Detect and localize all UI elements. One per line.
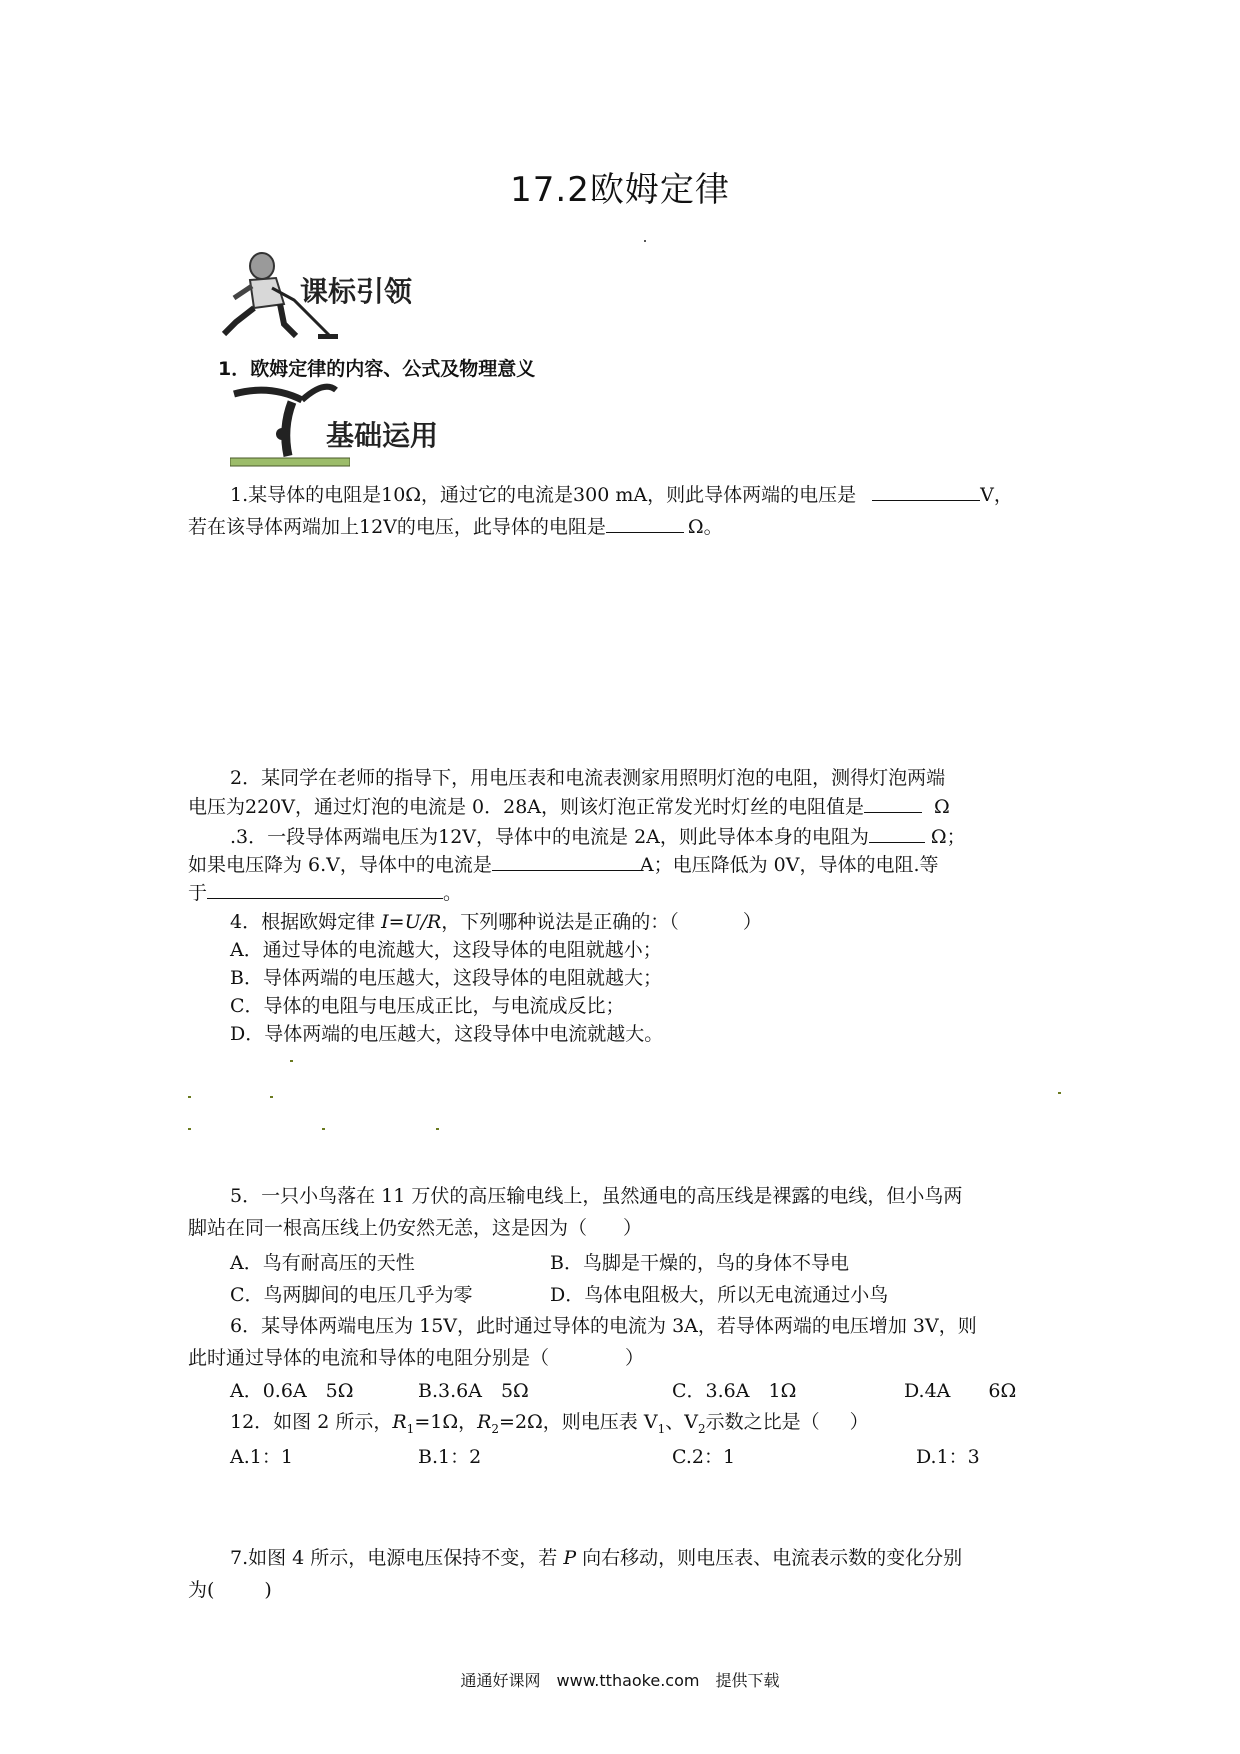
question-1-line-1 bbox=[230, 480, 1013, 509]
scan-speck bbox=[188, 1128, 191, 1130]
unit-label: Ω； bbox=[930, 826, 966, 848]
subscript: 2 bbox=[697, 1421, 706, 1436]
question-5-line-2 bbox=[188, 1214, 642, 1242]
question-5-option-b: B．鸟脚是干燥的，鸟的身体不导电 bbox=[550, 1252, 849, 1274]
ohm-formula: I=U/R bbox=[381, 911, 442, 933]
scan-speck bbox=[290, 1060, 293, 1062]
scan-speck bbox=[322, 1128, 325, 1130]
question-7-text: 为( bbox=[188, 1579, 215, 1601]
answer-blank bbox=[492, 850, 640, 871]
question-4-option-b: B．导体两端的电压越大，这段导体的电阻就越大； bbox=[230, 967, 662, 989]
unit-label: Ω。 bbox=[687, 516, 723, 538]
question-4-stem bbox=[230, 908, 762, 936]
question-12-text: =2Ω，则电压表 V bbox=[499, 1411, 658, 1433]
question-12-text: 示数之比是（ bbox=[705, 1411, 820, 1433]
resistor-r2-symbol: R bbox=[477, 1411, 492, 1433]
section-title-kebiao: 课标引领 bbox=[300, 275, 413, 308]
question-6-text: 此时通过导体的电流和导体的电阻分别是（ bbox=[188, 1347, 550, 1369]
answer-blank bbox=[872, 480, 980, 501]
question-3-line-1 bbox=[230, 822, 966, 851]
question-1-text: 1.某导体的电阻是10Ω，通过它的电流是300 mA，则此导体两端的电压是 bbox=[230, 484, 857, 506]
section-title-jichu: 基础运用 bbox=[326, 419, 439, 452]
question-6-option-b: B.3.6A 5Ω bbox=[418, 1380, 529, 1402]
question-1-line-2 bbox=[188, 512, 723, 541]
question-12-option-d: D.1：3 bbox=[916, 1446, 980, 1468]
question-2-text: 电压为220V，通过灯泡的电流是 0．28A，则该灯泡正常发光时灯丝的电阻值是 bbox=[188, 796, 865, 818]
question-6-line-1: 6．某导体两端电压为 15V，此时通过导体的电流为 3A，若导体两端的电压增加 3V，则 bbox=[230, 1315, 977, 1337]
question-2-line-1: 2．某同学在老师的指导下，用电压表和电流表测家用照明灯泡的电阻，测得灯泡两端 bbox=[230, 767, 946, 789]
question-12-option-c: C.2：1 bbox=[672, 1446, 736, 1468]
scan-speck bbox=[188, 1096, 191, 1098]
question-6-option-a: A．0.6A 5Ω bbox=[230, 1380, 354, 1402]
question-1-text: 若在该导体两端加上12V的电压，此导体的电阻是 bbox=[188, 516, 606, 538]
question-6-line-2 bbox=[188, 1344, 644, 1372]
question-4-text: ） bbox=[742, 911, 762, 933]
question-7-text: 向右移动，则电压表、电流表示数的变化分别 bbox=[576, 1547, 963, 1569]
question-3-text: .3．一段导体两端电压为12V，导体中的电流是 2A，则此导体本身的电阻为 bbox=[230, 826, 869, 848]
question-5-text: ） bbox=[623, 1217, 643, 1239]
slider-p-symbol: P bbox=[563, 1547, 577, 1569]
page-title: 17.2欧姆定律 bbox=[510, 170, 730, 210]
question-12-text: =1Ω， bbox=[414, 1411, 478, 1433]
question-6-option-c: C．3.6A 1Ω bbox=[672, 1380, 797, 1402]
question-3-line-3 bbox=[188, 878, 462, 907]
scan-speck bbox=[270, 1096, 273, 1098]
question-12-text: ） bbox=[849, 1411, 869, 1433]
question-5-text: 脚站在同一根高压线上仍安然无恙，这是因为（ bbox=[188, 1217, 588, 1239]
question-7-text: ) bbox=[264, 1579, 272, 1601]
subscript: 1 bbox=[406, 1421, 415, 1436]
question-5-option-c: C．鸟两脚间的电压几乎为零 bbox=[230, 1284, 473, 1306]
question-4-option-a: A．通过导体的电流越大，这段导体的电阻就越小； bbox=[230, 939, 662, 961]
scan-speck bbox=[436, 1128, 439, 1130]
question-3-text: A；电压降低为 0V，导体的电阻.等 bbox=[639, 854, 939, 876]
question-5-option-d: D．鸟体电阻极大，所以无电流通过小鸟 bbox=[550, 1284, 889, 1306]
scan-speck bbox=[1058, 1092, 1061, 1094]
question-4-text: ，下列哪种说法是正确的：（ bbox=[441, 911, 679, 933]
topic-item-1: 1．欧姆定律的内容、公式及物理意义 bbox=[218, 358, 536, 380]
question-6-option-d: D.4A 6Ω bbox=[904, 1380, 1017, 1402]
answer-blank bbox=[869, 822, 925, 843]
unit-label: Ω bbox=[934, 796, 950, 818]
dot-mark bbox=[644, 240, 646, 242]
question-5-option-a: A．鸟有耐高压的天性 bbox=[230, 1252, 415, 1274]
question-12-text: 、V bbox=[665, 1411, 698, 1433]
question-6-text: ） bbox=[625, 1347, 645, 1369]
question-3-text: 如果电压降为 6.V，导体中的电流是 bbox=[188, 854, 492, 876]
question-12-option-b: B.1：2 bbox=[418, 1446, 482, 1468]
question-4-option-d: D．导体两端的电压越大，这段导体中电流就越大。 bbox=[230, 1023, 664, 1045]
answer-blank bbox=[606, 512, 684, 533]
question-2-line-2 bbox=[188, 792, 950, 821]
subscript: 2 bbox=[491, 1421, 500, 1436]
subscript: 1 bbox=[657, 1421, 666, 1436]
question-12-option-a: A.1：1 bbox=[230, 1446, 293, 1468]
question-5-line-1: 5．一只小鸟落在 11 万伏的高压输电线上，虽然通电的高压线是裸露的电线，但小鸟两 bbox=[230, 1185, 963, 1207]
question-7-line-1 bbox=[230, 1544, 962, 1572]
page-footer: 通通好课网 www.tthaoke.com 提供下载 bbox=[460, 1671, 780, 1690]
question-4-option-c: C．导体的电阻与电压成正比，与电流成反比； bbox=[230, 995, 625, 1017]
question-3-line-2 bbox=[188, 850, 939, 879]
answer-blank bbox=[207, 878, 443, 899]
question-7-line-2 bbox=[188, 1576, 272, 1604]
question-3-text: 于 bbox=[188, 882, 208, 904]
question-4-text: 4．根据欧姆定律 bbox=[230, 911, 382, 933]
question-3-text: 。 bbox=[443, 882, 463, 904]
unit-label: V， bbox=[980, 484, 1013, 506]
question-7-text: 7.如图 4 所示，电源电压保持不变，若 bbox=[230, 1547, 564, 1569]
resistor-r1-symbol: R bbox=[392, 1411, 407, 1433]
answer-blank bbox=[864, 792, 922, 813]
question-12-text: 12．如图 2 所示， bbox=[230, 1411, 393, 1433]
question-12-line-1 bbox=[230, 1408, 869, 1443]
